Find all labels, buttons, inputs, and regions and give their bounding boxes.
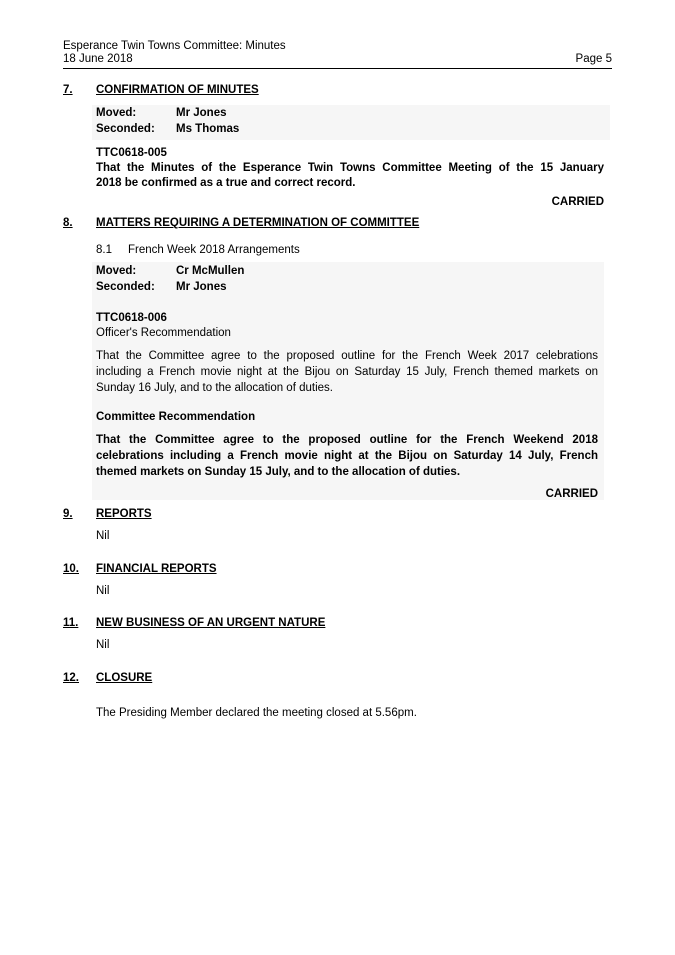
committee-recommendation-line-3: themed markets on Sunday 15 July, and to the allocation of duties.	[96, 466, 461, 478]
page-number: Page 5	[575, 53, 612, 65]
section-8-number: 8.	[63, 217, 73, 229]
section-10-body: Nil	[96, 585, 110, 597]
section-10-title: FINANCIAL REPORTS	[96, 563, 217, 575]
section-8-title: MATTERS REQUIRING A DETERMINATION OF COMMITTEE	[96, 217, 420, 229]
section-7-number: 7.	[63, 84, 73, 96]
officer-recommendation-line-2: including a French movie night at the Bijou on Saturday 15 July, French themed markets on	[96, 366, 598, 378]
resolution-ref-8: TTC0618-006	[96, 312, 167, 324]
moved-value: Cr McMullen	[176, 265, 245, 277]
closure-statement: The Presiding Member declared the meeting closed at 5.56pm.	[96, 707, 417, 719]
section-12-number: 12.	[63, 672, 79, 684]
section-7-title: CONFIRMATION OF MINUTES	[96, 84, 259, 96]
carried-7: CARRIED	[551, 196, 604, 208]
section-9-body: Nil	[96, 530, 110, 542]
section-11-number: 11.	[63, 617, 79, 629]
document-title: Esperance Twin Towns Committee: Minutes	[63, 40, 286, 52]
header-rule	[63, 68, 612, 69]
officer-recommendation-line-1: That the Committee agree to the proposed outline for the French Week 2017 celebrations	[96, 350, 598, 362]
page-header	[63, 40, 612, 66]
committee-recommendation-line-1: That the Committee agree to the proposed outline for the French Weekend 2018	[96, 434, 598, 446]
section-8-mover-block	[96, 264, 596, 295]
committee-recommendation-line-2: celebrations including a French movie night at the Bijou on Saturday 14 July, French	[96, 450, 598, 462]
seconded-value: Mr Jones	[176, 280, 227, 293]
subsection-8-1-number: 8.1	[96, 244, 112, 256]
section-10-number: 10.	[63, 563, 79, 575]
resolution-ref-7: TTC0618-005	[96, 147, 167, 159]
section-12-title: CLOSURE	[96, 672, 153, 684]
seconded-value: Ms Thomas	[176, 122, 240, 135]
section-9-number: 9.	[63, 508, 73, 520]
moved-label: Moved:	[96, 265, 137, 277]
moved-value: Mr Jones	[176, 107, 227, 119]
resolution-7-line-2: 2018 be confirmed as a true and correct record.	[96, 177, 356, 189]
section-11-title: NEW BUSINESS OF AN URGENT NATURE	[96, 617, 326, 629]
resolution-7-line-1: That the Minutes of the Esperance Twin Towns Committee Meeting of the 15 January	[96, 162, 604, 174]
seconded-label: Seconded:	[96, 280, 155, 293]
officer-recommendation-line-3: Sunday 16 July, and to the allocation of duties.	[96, 382, 333, 394]
section-9-title: REPORTS	[96, 508, 152, 520]
moved-label: Moved:	[96, 107, 137, 119]
seconded-label: Seconded:	[96, 122, 155, 135]
committee-recommendation-label: Committee Recommendation	[96, 411, 256, 423]
officer-recommendation-label: Officer's Recommendation	[96, 327, 231, 339]
subsection-8-1-title: French Week 2018 Arrangements	[128, 244, 300, 256]
section-7-mover-block	[96, 106, 596, 137]
carried-8: CARRIED	[545, 488, 598, 500]
section-11-body: Nil	[96, 639, 110, 651]
meeting-date: 18 June 2018	[63, 53, 133, 65]
